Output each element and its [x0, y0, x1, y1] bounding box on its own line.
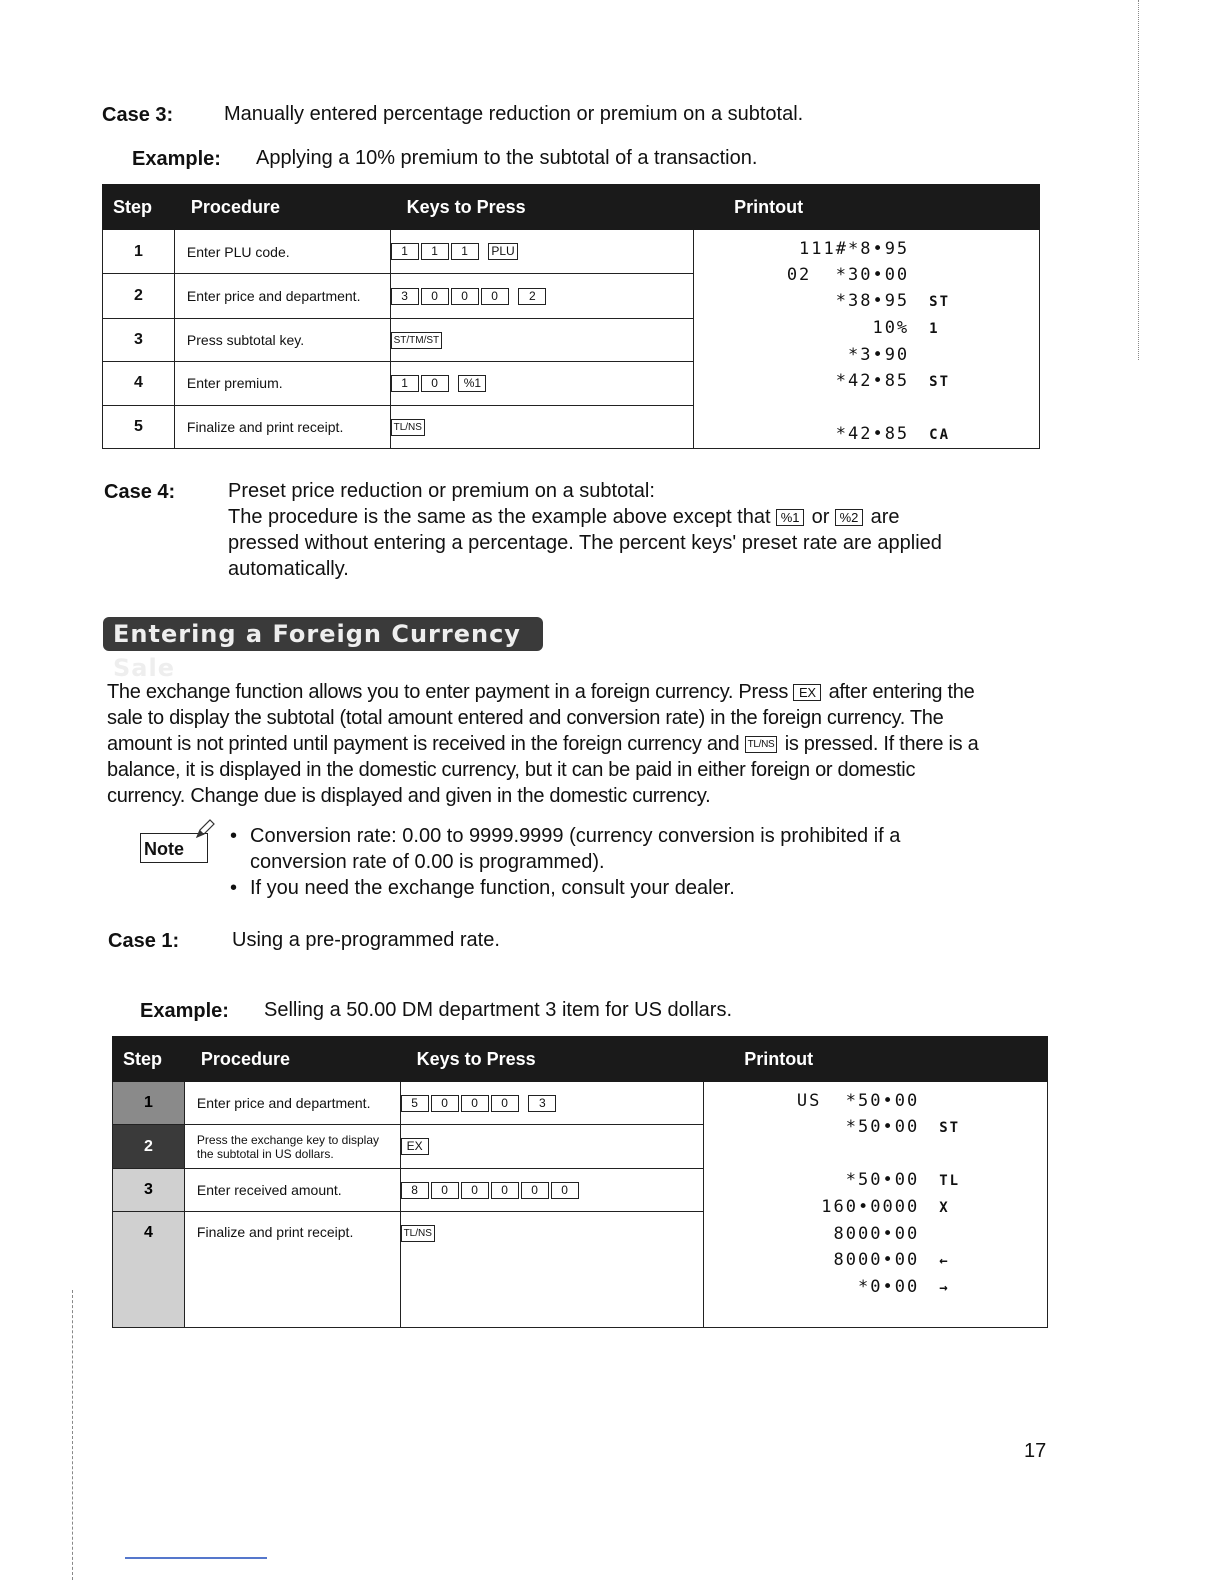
key: 0	[491, 1095, 519, 1112]
bullet-dot: •	[230, 825, 238, 847]
printout	[694, 230, 1039, 448]
step-number: 1	[113, 1082, 185, 1125]
procedure-text: Enter PLU code.	[174, 230, 390, 274]
key: %1	[458, 375, 486, 392]
table-header-step: Step	[103, 185, 175, 230]
key: 0	[431, 1182, 459, 1199]
key: 1	[391, 243, 419, 260]
printout-value: US *50•00	[796, 1091, 920, 1111]
case4-text: are	[870, 506, 900, 528]
printout-line	[694, 315, 1039, 342]
case1-example-label: Example:	[140, 1000, 229, 1022]
exchange-line: sale to display the subtotal (total amount entered and conversion rate) in the foreign currency. The	[107, 707, 944, 729]
procedure-text: Enter received amount.	[184, 1169, 400, 1212]
exchange-text: amount is not printed until payment is received in the foreign currency and	[107, 733, 740, 755]
table-header-procedure: Procedure	[184, 1037, 400, 1082]
key: 2	[518, 288, 546, 305]
printout-value: 8000•00	[833, 1250, 920, 1270]
exchange-paragraph	[107, 679, 1047, 809]
case1-text: Using a pre-programmed rate.	[232, 929, 500, 951]
printout-symbol: ST	[939, 1120, 961, 1136]
printout-line	[704, 1274, 1047, 1301]
printout-cell	[704, 1082, 1048, 1328]
exchange-line: balance, it is displayed in the domestic currency, but it can be paid in either foreign or domestic	[107, 759, 916, 781]
pencil-icon	[194, 818, 216, 840]
printout-value: 160•0000	[821, 1197, 920, 1217]
note-bullet-2: If you need the exchange function, consult your dealer.	[250, 877, 735, 899]
printout-symbol: TL	[939, 1173, 961, 1189]
key: 1	[421, 243, 449, 260]
margin-rule-left	[72, 1290, 74, 1580]
step-number: 3	[113, 1169, 185, 1212]
key: 0	[551, 1182, 579, 1199]
case3-label: Case 3:	[102, 104, 174, 126]
printout-value: 111#*8•95	[799, 239, 910, 259]
procedure-text: Press subtotal key.	[174, 319, 390, 362]
printout-value: 02 *30•00	[786, 265, 910, 285]
printout-line	[694, 342, 1039, 368]
keys-cell	[390, 319, 694, 362]
step-number: 3	[103, 319, 175, 362]
keys-cell	[400, 1169, 704, 1212]
printout-value: 8000•00	[833, 1224, 920, 1244]
case4-label: Case 4:	[104, 481, 176, 503]
printout-value: *50•00	[845, 1170, 920, 1190]
printout-value: *50•00	[845, 1117, 920, 1137]
exchange-text: after entering the	[828, 681, 975, 703]
key: 0	[521, 1182, 549, 1199]
procedure-text: Enter price and department.	[174, 274, 390, 319]
case3-example-text: Applying a 10% premium to the subtotal of a transaction.	[256, 147, 758, 169]
keys-cell	[390, 361, 694, 405]
case3-table	[102, 184, 1040, 449]
printout-value: 10%	[872, 318, 910, 338]
keys-cell	[390, 274, 694, 319]
exchange-line	[107, 679, 1047, 705]
key: %2	[835, 509, 863, 526]
key: 3	[528, 1095, 556, 1112]
key: 0	[421, 288, 449, 305]
key: 8	[401, 1182, 429, 1199]
table-header-step: Step	[113, 1037, 185, 1082]
exchange-line	[107, 731, 1047, 757]
printout	[704, 1082, 1047, 1301]
exchange-text: is pressed. If there is a	[784, 733, 979, 755]
key: 1	[391, 375, 419, 392]
keys-cell	[400, 1082, 704, 1125]
printout-line	[694, 262, 1039, 288]
printout-line	[704, 1167, 1047, 1194]
key: EX	[793, 684, 821, 701]
case3-example-label: Example:	[132, 148, 221, 170]
case1-label: Case 1:	[108, 930, 180, 952]
note-line: Conversion rate: 0.00 to 9999.9999 (currency conversion is prohibited if a	[250, 825, 901, 847]
exchange-line: currency. Change due is displayed and given in the domestic currency.	[107, 785, 711, 807]
table-header-keys: Keys to Press	[400, 1037, 704, 1082]
key: TL/NS	[401, 1225, 435, 1242]
keys-cell	[390, 230, 694, 274]
key: 5	[401, 1095, 429, 1112]
printout-value: *42•85	[835, 371, 910, 391]
case3-text: Manually entered percentage reduction or premium on a subtotal.	[224, 103, 804, 125]
step-number: 2	[103, 274, 175, 319]
step-number: 4	[103, 361, 175, 405]
footer-rule	[125, 1557, 267, 1559]
case4-line: Preset price reduction or premium on a subtotal:	[228, 480, 655, 502]
case4-or: or	[811, 506, 830, 528]
printout-line	[704, 1088, 1047, 1114]
printout-line	[694, 236, 1039, 262]
exchange-text: The exchange function allows you to enter payment in a foreign currency. Press	[107, 681, 789, 703]
table-header-procedure: Procedure	[174, 185, 390, 230]
printout-value: *0•00	[858, 1277, 920, 1297]
printout-value	[704, 1141, 919, 1167]
printout-cell	[694, 230, 1040, 449]
printout-value: *38•95	[835, 291, 910, 311]
procedure-text: Press the exchange key to display the subtotal in US dollars.	[184, 1125, 400, 1169]
printout-line	[704, 1114, 1047, 1141]
keys-cell	[400, 1125, 704, 1169]
note-line: conversion rate of 0.00 is programmed).	[250, 851, 605, 873]
table-header-keys: Keys to Press	[390, 185, 694, 230]
printout-line	[704, 1141, 1047, 1167]
procedure-text: Enter premium.	[174, 361, 390, 405]
key: ST/TM/ST	[391, 332, 443, 349]
step-number: 1	[103, 230, 175, 274]
printout-symbol: 1	[929, 321, 940, 337]
key: PLU	[488, 243, 517, 260]
key: 0	[491, 1182, 519, 1199]
printout-line	[704, 1221, 1047, 1247]
case4-line: automatically.	[228, 558, 349, 580]
printout-line	[704, 1194, 1047, 1221]
printout-value	[694, 395, 909, 421]
key: %1	[776, 509, 804, 526]
printout-line	[694, 368, 1039, 395]
table-row	[103, 230, 1040, 274]
key: 0	[461, 1182, 489, 1199]
printout-symbol: CA	[929, 427, 951, 443]
printout-symbol: →	[939, 1280, 950, 1296]
table-header-printout: Printout	[694, 185, 1040, 230]
procedure-text: Enter price and department.	[184, 1082, 400, 1125]
note-label: Note	[140, 833, 208, 863]
margin-rule-right	[1138, 0, 1140, 360]
printout-symbol: ST	[929, 374, 951, 390]
key: TL/NS	[391, 419, 425, 436]
keys-cell	[400, 1212, 704, 1328]
key: 0	[481, 288, 509, 305]
printout-value: *42•85	[835, 424, 910, 444]
case1-table	[112, 1036, 1048, 1328]
key: 0	[421, 375, 449, 392]
printout-line	[694, 395, 1039, 421]
step-number: 5	[103, 405, 175, 448]
procedure-text: Finalize and print receipt.	[174, 405, 390, 448]
printout-symbol: ST	[929, 294, 951, 310]
page-number: 17	[1024, 1440, 1047, 1462]
printout-value: *3•90	[847, 345, 910, 365]
case4-paragraph	[228, 478, 1028, 582]
printout-line	[694, 421, 1039, 448]
key: 0	[451, 288, 479, 305]
note-bullet-1	[250, 823, 900, 875]
key: 0	[431, 1095, 459, 1112]
case4-line	[228, 504, 1028, 530]
bullet-dot: •	[230, 877, 238, 899]
key: 0	[461, 1095, 489, 1112]
step-number: 2	[113, 1125, 185, 1169]
printout-symbol: ←	[939, 1253, 950, 1269]
section-title: Entering a Foreign Currency Sale	[103, 617, 543, 651]
table-row	[113, 1082, 1048, 1125]
step-number: 4	[113, 1212, 185, 1328]
case1-example-text: Selling a 50.00 DM department 3 item for US dollars.	[264, 999, 732, 1021]
key: 3	[391, 288, 419, 305]
case4-line: pressed without entering a percentage. The percent keys' preset rate are applied	[228, 532, 942, 554]
key: EX	[401, 1138, 429, 1155]
printout-symbol: X	[939, 1200, 950, 1216]
key: TL/NS	[745, 736, 778, 753]
printout-line	[694, 288, 1039, 315]
keys-cell	[390, 405, 694, 448]
printout-line	[704, 1247, 1047, 1274]
table-header-printout: Printout	[704, 1037, 1048, 1082]
procedure-text: Finalize and print receipt.	[184, 1212, 400, 1328]
key: 1	[451, 243, 479, 260]
case4-text: The procedure is the same as the example above except that	[228, 506, 771, 528]
